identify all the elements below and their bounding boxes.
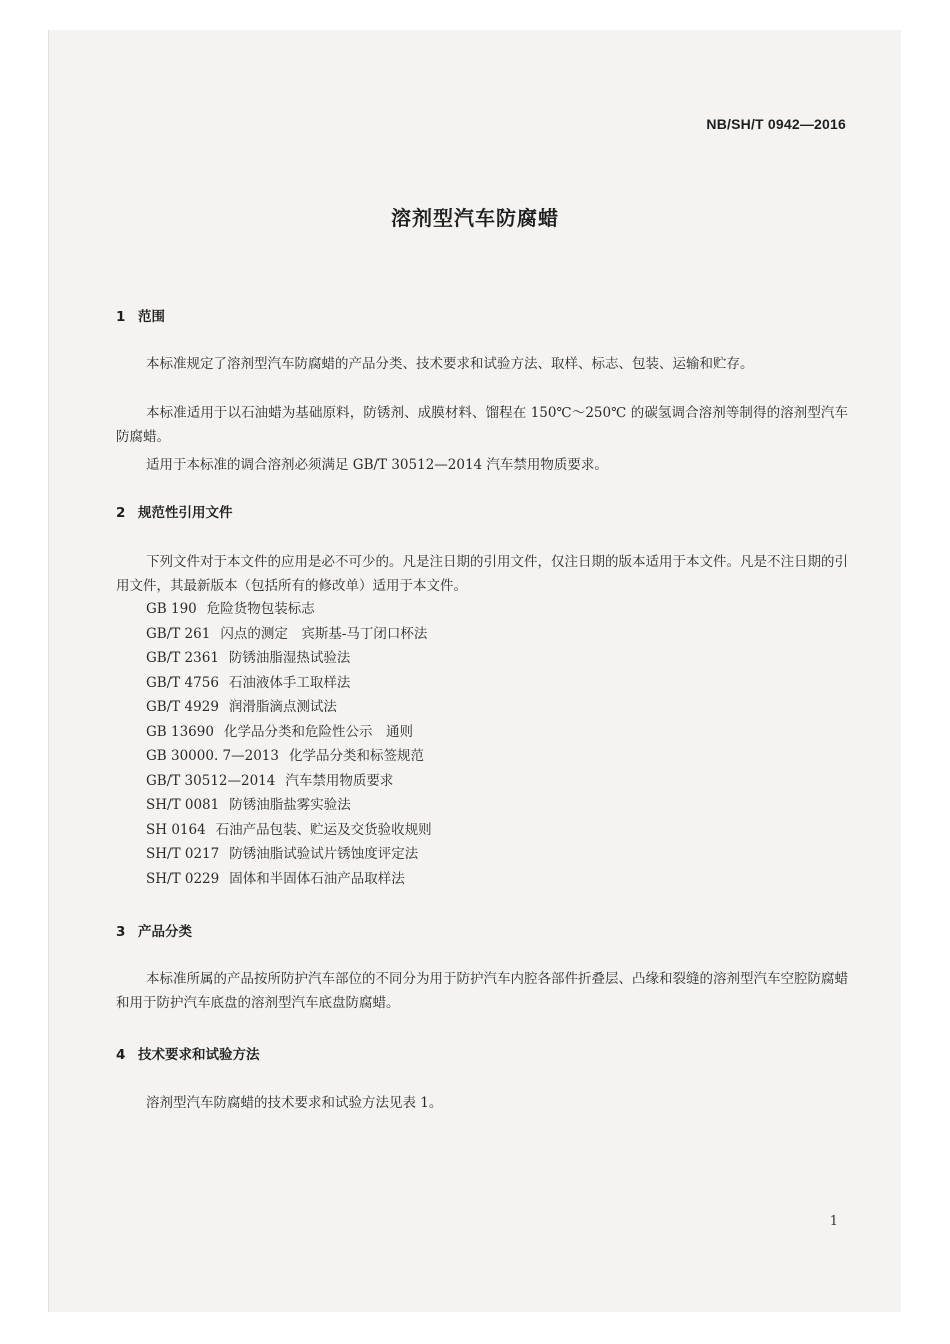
document-id: NB/SH/T 0942—2016: [706, 116, 846, 132]
reference-title: 石油产品包装、贮运及交货验收规则: [215, 821, 432, 838]
document-title: 溶剂型汽车防腐蜡: [391, 206, 559, 230]
page-number: 1: [829, 1214, 838, 1229]
section-title: 范围: [138, 309, 165, 325]
references-intro: 下列文件对于本文件的应用是必不可少的。凡是注日期的引用文件，仅注日期的版本适用于本文件。凡是不注日期的引用文件，其最新版本（包括所有的修改单）适用于本文件。: [116, 554, 848, 594]
scope-paragraph-1: 本标准规定了溶剂型汽车防腐蜡的产品分类、技术要求和试验方法、取样、标志、包装、运输和贮存。: [146, 356, 754, 372]
section-2-heading: [116, 501, 233, 521]
reference-code: GB/T 4929: [146, 699, 219, 715]
reference-item: [146, 744, 432, 769]
reference-item: [146, 646, 432, 671]
classification-paragraph: 本标准所属的产品按所防护汽车部位的不同分为用于防护汽车内腔各部件折叠层、凸缘和裂缝的溶剂型汽车空腔防腐蜡和用于防护汽车底盘的溶剂型汽车底盘防腐蜡。: [116, 971, 848, 1011]
reference-code: GB/T 261: [146, 625, 211, 642]
reference-title: 防锈油脂试验试片锈蚀度评定法: [229, 846, 419, 862]
requirements-paragraph: 溶剂型汽车防腐蜡的技术要求和试验方法见表 1。: [146, 1095, 443, 1111]
reference-title: 化学品分类和标签规范: [288, 748, 424, 764]
reference-title: 汽车禁用物质要求: [285, 772, 394, 789]
section-title: 产品分类: [138, 924, 192, 940]
scope-paragraph-3: 适用于本标准的调合溶剂必须满足 GB/T 30512—2014 汽车禁用物质要求。: [146, 457, 608, 473]
reference-title: 防锈油脂盐雾实验法: [229, 797, 351, 813]
reference-item: [146, 769, 432, 794]
reference-title: 防锈油脂湿热试验法: [228, 650, 351, 666]
reference-code: SH/T 0217: [146, 846, 220, 862]
reference-code: GB 30000. 7—2013: [146, 748, 279, 764]
reference-code: GB 13690: [146, 723, 214, 740]
reference-list: [146, 597, 432, 891]
reference-item: [146, 597, 432, 622]
reference-item: [146, 622, 432, 647]
reference-code: GB/T 2361: [146, 650, 219, 666]
reference-title: 闪点的测定 宾斯基-马丁闭口杯法: [220, 625, 428, 642]
reference-title: 化学品分类和危险性公示 通则: [223, 723, 413, 740]
reference-title: 石油液体手工取样法: [228, 674, 351, 691]
reference-title: 固体和半固体石油产品取样法: [229, 870, 405, 887]
section-number: 2: [116, 505, 126, 521]
reference-item: [146, 695, 432, 720]
reference-code: SH/T 0081: [146, 797, 220, 813]
reference-item: [146, 842, 432, 867]
reference-item: [146, 671, 432, 696]
reference-item: [146, 818, 432, 843]
reference-item: [146, 720, 432, 745]
reference-code: GB 190: [146, 601, 197, 617]
section-1-heading: [116, 305, 165, 325]
section-number: 4: [116, 1047, 126, 1063]
reference-title: 润滑脂滴点测试法: [228, 699, 337, 715]
section-title: 技术要求和试验方法: [138, 1047, 260, 1063]
section-3-heading: [116, 920, 192, 940]
reference-code: SH 0164: [146, 821, 206, 838]
scope-paragraph-2: 本标准适用于以石油蜡为基础原料，防锈剂、成膜材料、馏程在 150℃～250℃ 的碳氢调合溶剂等制得的溶剂型汽车防腐蜡。: [116, 405, 848, 445]
section-4-heading: [116, 1043, 260, 1063]
reference-code: SH/T 0229: [146, 870, 220, 887]
reference-code: GB/T 30512—2014: [146, 772, 276, 789]
section-title: 规范性引用文件: [138, 505, 233, 521]
reference-item: [146, 793, 432, 818]
reference-title: 危险货物包装标志: [206, 601, 315, 617]
reference-code: GB/T 4756: [146, 674, 219, 691]
section-number: 3: [116, 924, 126, 940]
section-number: 1: [116, 309, 126, 325]
reference-item: [146, 867, 432, 892]
